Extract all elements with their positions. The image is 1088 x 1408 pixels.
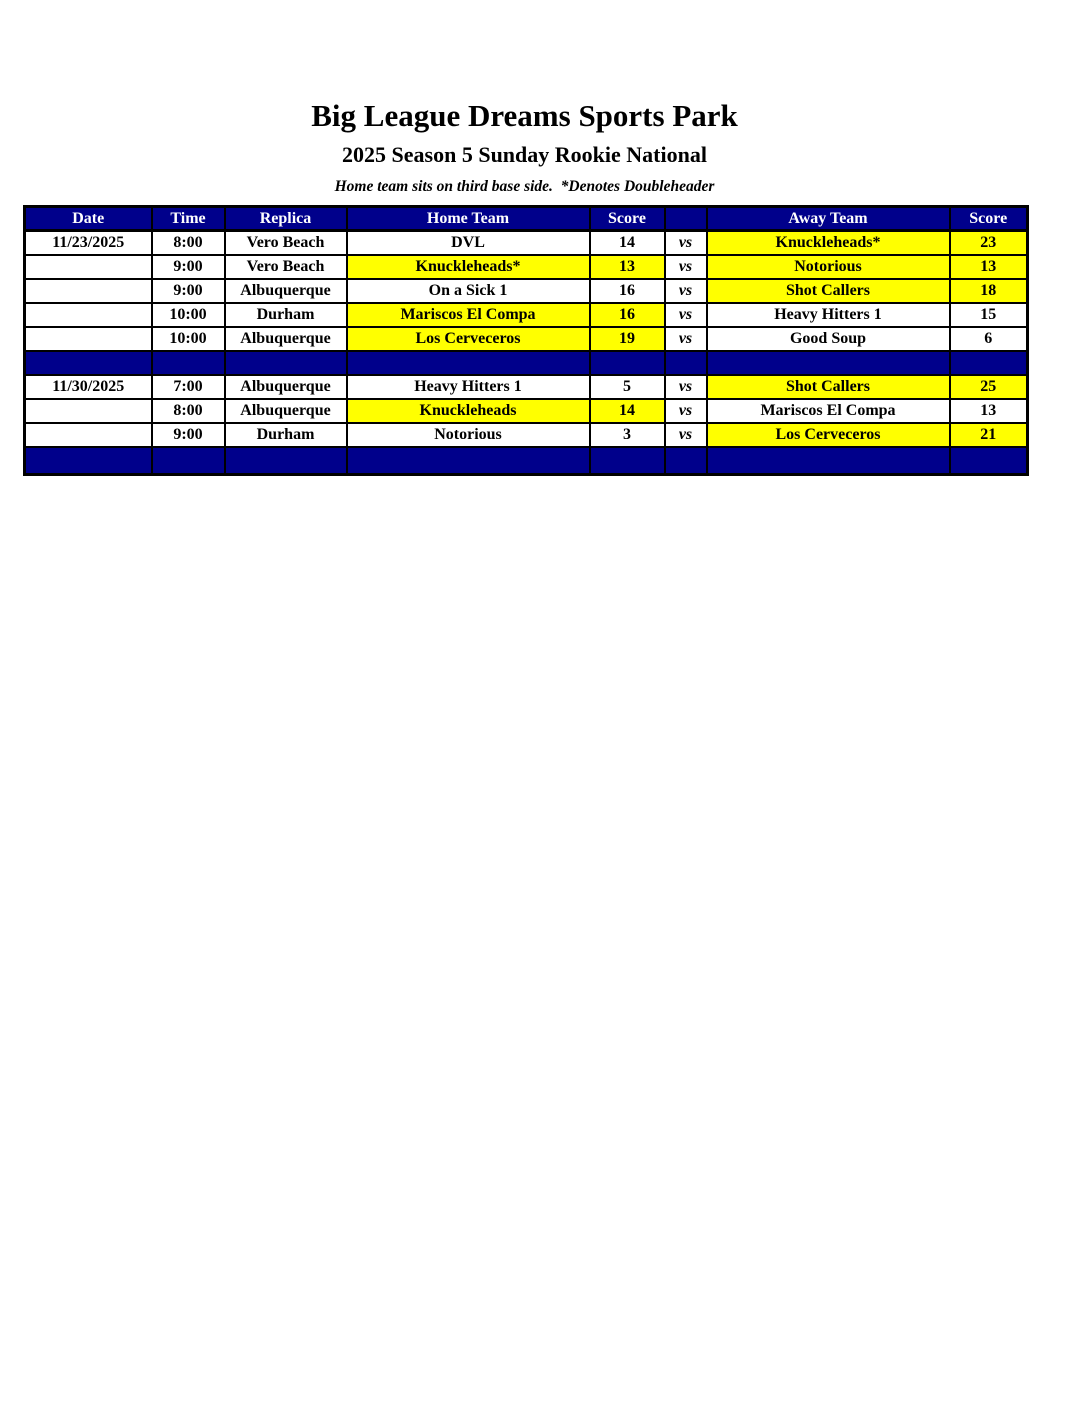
home-team-cell: Knuckleheads (347, 399, 590, 423)
away-score-cell: 18 (950, 279, 1028, 303)
separator-cell (707, 351, 950, 375)
time-cell: 10:00 (152, 327, 225, 351)
col-header-date: Date (25, 207, 152, 231)
separator-cell (707, 447, 950, 475)
separator-cell (225, 351, 347, 375)
date-cell (25, 423, 152, 447)
col-header-home-score: Score (590, 207, 665, 231)
vs-cell: vs (665, 399, 707, 423)
vs-cell: vs (665, 327, 707, 351)
separator-cell (950, 351, 1028, 375)
separator-cell (152, 351, 225, 375)
separator-cell (590, 447, 665, 475)
away-score-cell: 21 (950, 423, 1028, 447)
home-score-cell: 14 (590, 231, 665, 255)
separator-cell (347, 351, 590, 375)
home-score-cell: 5 (590, 375, 665, 399)
separator-row (25, 447, 1028, 475)
date-cell (25, 279, 152, 303)
away-team-cell: Heavy Hitters 1 (707, 303, 950, 327)
home-team-cell: Los Cerveceros (347, 327, 590, 351)
separator-cell (25, 447, 152, 475)
vs-cell: vs (665, 255, 707, 279)
col-header-away-score: Score (950, 207, 1028, 231)
table-row (25, 327, 1028, 351)
home-team-cell: DVL (347, 231, 590, 255)
time-cell: 7:00 (152, 375, 225, 399)
date-cell (25, 255, 152, 279)
page-subtitle: 2025 Season 5 Sunday Rookie National (342, 142, 707, 167)
home-team-cell: On a Sick 1 (347, 279, 590, 303)
away-score-cell: 6 (950, 327, 1028, 351)
replica-cell: Durham (225, 303, 347, 327)
table-row (25, 279, 1028, 303)
vs-cell: vs (665, 303, 707, 327)
replica-cell: Albuquerque (225, 327, 347, 351)
time-cell: 9:00 (152, 279, 225, 303)
replica-cell: Vero Beach (225, 255, 347, 279)
table-row (25, 231, 1028, 255)
vs-cell: vs (665, 231, 707, 255)
away-team-cell: Mariscos El Compa (707, 399, 950, 423)
home-team-cell: Mariscos El Compa (347, 303, 590, 327)
schedule-table-body (25, 231, 1028, 475)
col-header-replica: Replica (225, 207, 347, 231)
separator-cell (25, 351, 152, 375)
time-cell: 8:00 (152, 399, 225, 423)
replica-cell: Durham (225, 423, 347, 447)
date-cell: 11/23/2025 (25, 231, 152, 255)
away-score-cell: 25 (950, 375, 1028, 399)
time-cell: 8:00 (152, 231, 225, 255)
separator-cell (590, 351, 665, 375)
separator-cell (347, 447, 590, 475)
away-team-cell: Shot Callers (707, 375, 950, 399)
date-cell (25, 399, 152, 423)
home-team-cell: Heavy Hitters 1 (347, 375, 590, 399)
replica-cell: Albuquerque (225, 279, 347, 303)
time-cell: 9:00 (152, 255, 225, 279)
table-row (25, 423, 1028, 447)
home-score-cell: 16 (590, 279, 665, 303)
table-row (25, 375, 1028, 399)
away-team-cell: Good Soup (707, 327, 950, 351)
table-header-row (25, 207, 1028, 231)
away-team-cell: Shot Callers (707, 279, 950, 303)
sheet-content (23, 0, 1026, 476)
col-header-home-team: Home Team (347, 207, 590, 231)
home-score-cell: 14 (590, 399, 665, 423)
away-score-cell: 13 (950, 399, 1028, 423)
time-cell: 10:00 (152, 303, 225, 327)
separator-cell (950, 447, 1028, 475)
page-title: Big League Dreams Sports Park (311, 98, 738, 133)
vs-cell: vs (665, 279, 707, 303)
away-score-cell: 23 (950, 231, 1028, 255)
home-score-cell: 13 (590, 255, 665, 279)
col-header-vs (665, 207, 707, 231)
home-team-note: Home team sits on third base side. *Denotes Doubleheader (334, 178, 715, 195)
away-score-cell: 15 (950, 303, 1028, 327)
col-header-away-team: Away Team (707, 207, 950, 231)
separator-cell (665, 447, 707, 475)
replica-cell: Albuquerque (225, 375, 347, 399)
date-cell (25, 303, 152, 327)
away-team-cell: Notorious (707, 255, 950, 279)
home-team-cell: Knuckleheads* (347, 255, 590, 279)
separator-cell (225, 447, 347, 475)
home-team-cell: Notorious (347, 423, 590, 447)
date-cell: 11/30/2025 (25, 375, 152, 399)
separator-cell (665, 351, 707, 375)
table-row (25, 399, 1028, 423)
away-team-cell: Los Cerveceros (707, 423, 950, 447)
vs-cell: vs (665, 375, 707, 399)
vs-cell: vs (665, 423, 707, 447)
time-cell: 9:00 (152, 423, 225, 447)
date-cell (25, 327, 152, 351)
table-row (25, 255, 1028, 279)
away-score-cell: 13 (950, 255, 1028, 279)
schedule-table (23, 205, 1029, 476)
home-score-cell: 16 (590, 303, 665, 327)
replica-cell: Albuquerque (225, 399, 347, 423)
home-score-cell: 3 (590, 423, 665, 447)
col-header-time: Time (152, 207, 225, 231)
away-team-cell: Knuckleheads* (707, 231, 950, 255)
home-score-cell: 19 (590, 327, 665, 351)
separator-cell (152, 447, 225, 475)
separator-row (25, 351, 1028, 375)
table-row (25, 303, 1028, 327)
replica-cell: Vero Beach (225, 231, 347, 255)
